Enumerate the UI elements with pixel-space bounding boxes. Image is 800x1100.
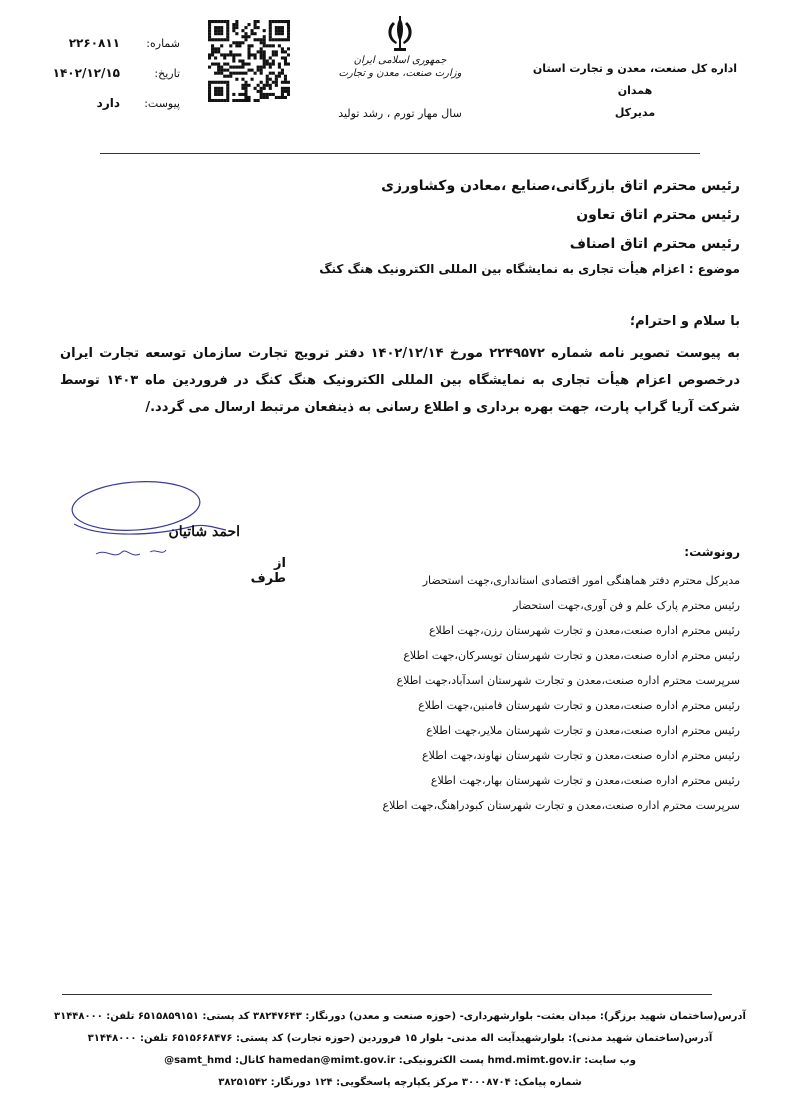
iran-emblem-icon: [382, 14, 418, 54]
cc-item: رئیس محترم اداره صنعت،معدن و تجارت شهرستان تویسرکان،جهت اطلاع: [403, 649, 740, 662]
organization-header: [530, 58, 740, 124]
letter-number-row: [40, 36, 180, 66]
cc-list: [240, 568, 740, 818]
signatory-name: احمد شاتیان: [168, 524, 240, 540]
letter-body: به پیوست تصویر نامه شماره ۲۲۴۹۵۷۲ مورخ ۱۴۰۲/۱۲/۱۴ دفتر ترویج تجارت سازمان توسعه تجارت ایران درخصوص اعزام هیأت تجاری به نمایشگاه بین المللی الکترونیک هنگ کنگ در فروردین ماه ۱۴۰۳ توسط شرکت آریا گراپ پارت، جهت بهره برداری و اطلاع رسانی به ذینفعان مرتبط ارسال می گردد./: [60, 346, 741, 415]
cc-item: رئیس محترم اداره صنعت،معدن و تجارت شهرستان رزن،جهت اطلاع: [428, 624, 740, 637]
organization-role: مدیرکل: [614, 106, 656, 119]
recipient-line: رئیس محترم اتاق بازرگانی،صنایع ،معادن وکشاورزی: [381, 178, 740, 194]
footer-contact: [40, 1006, 760, 1094]
on-behalf-label: از طرف: [250, 556, 286, 586]
cc-item: رئیس محترم اداره صنعت،معدن و تجارت شهرستان ملایر،جهت اطلاع: [426, 724, 740, 737]
cc-item: سرپرست محترم اداره صنعت،معدن و تجارت شهرستان کبودراهنگ،جهت اطلاع: [382, 799, 740, 812]
cc-item: رئیس محترم اداره صنعت،معدن و تجارت شهرستان نهاوند،جهت اطلاع: [422, 749, 740, 762]
footer-divider: [62, 994, 712, 995]
emblem-line-ministry: وزارت صنعت، معدن و تجارت: [338, 68, 462, 79]
letter-date-row: [40, 66, 180, 96]
cc-item: سرپرست محترم اداره صنعت،معدن و تجارت شهرستان اسدآباد،جهت اطلاع: [396, 674, 740, 687]
cc-item: رئیس محترم اداره صنعت،معدن و تجارت شهرستان بهار،جهت اطلاع: [430, 774, 740, 787]
attachment-value: دارد: [96, 96, 120, 110]
letter-date-label: تاریخ:: [154, 67, 180, 80]
footer-sms: شماره پیامک: ۳۰۰۰۸۷۰۴ مرکز یکپارچه پاسخگویی: ۱۲۴ دورنگار: ۳۸۲۵۱۵۴۲: [218, 1077, 582, 1088]
qr-code-icon: [208, 20, 290, 102]
letter-meta: [40, 36, 180, 126]
emblem-block: [335, 14, 465, 80]
cc-item: رئیس محترم پارک علم و فن آوری،جهت استحضار: [513, 599, 740, 612]
organization-name: اداره کل صنعت، معدن و تجارت استان همدان: [532, 62, 738, 97]
cc-title: رونوشت:: [684, 545, 740, 559]
footer-address-2: آدرس(ساختمان شهید مدنی): بلوارشهیدآیت اله مدنی- بلوار ۱۵ فروردین (حوزه تجارت) کد پستی: ۶۵۱۵۶۶۸۴۷۶ تلفن: ۳۱۴۴۸۰۰۰: [87, 1033, 713, 1044]
letter-number-value: ۲۲۶۰۸۱۱: [68, 36, 120, 50]
letter-number-label: شماره:: [146, 37, 180, 50]
letter-subject: موضوع : اعزام هیأت تجاری به نمایشگاه بین المللی الکترونیک هنگ کنگ: [319, 262, 740, 276]
footer-web: وب سایت: hmd.mimt.gov.ir پست الکترونیکی: hamedan@mimt.gov.ir کانال: samt_hmd@: [164, 1055, 636, 1066]
footer-address-1: آدرس(ساختمان شهید برزگر): میدان بعثت- بلوارشهرداری- (حوزه صنعت و معدن) دورنگار: ۳۸۲۴۷۶۴۳ کد پستی: ۶۵۱۵۸۵۹۱۵۱ تلفن: ۳۱۴۴۸۰۰۰: [54, 1011, 746, 1022]
letter-greeting: با سلام و احترام؛: [629, 314, 740, 329]
header-divider: [100, 153, 700, 154]
cc-item: رئیس محترم اداره صنعت،معدن و تجارت شهرستان فامنین،جهت اطلاع: [418, 699, 740, 712]
recipients: [80, 172, 740, 259]
recipient-line: رئیس محترم اتاق تعاون: [576, 207, 740, 223]
year-motto: سال مهار تورم ، رشد تولید: [338, 107, 462, 120]
letter-date-value: ۱۴۰۲/۱۲/۱۵: [52, 66, 120, 80]
recipient-line: رئیس محترم اتاق اصناف: [569, 236, 740, 252]
cc-item: مدیرکل محترم دفتر هماهنگی امور اقتصادی استانداری،جهت استحضار: [422, 574, 740, 587]
attachment-label: پیوست:: [144, 97, 180, 110]
attachment-row: [40, 96, 180, 126]
emblem-line-republic: جمهوری اسلامی ایران: [353, 55, 447, 66]
